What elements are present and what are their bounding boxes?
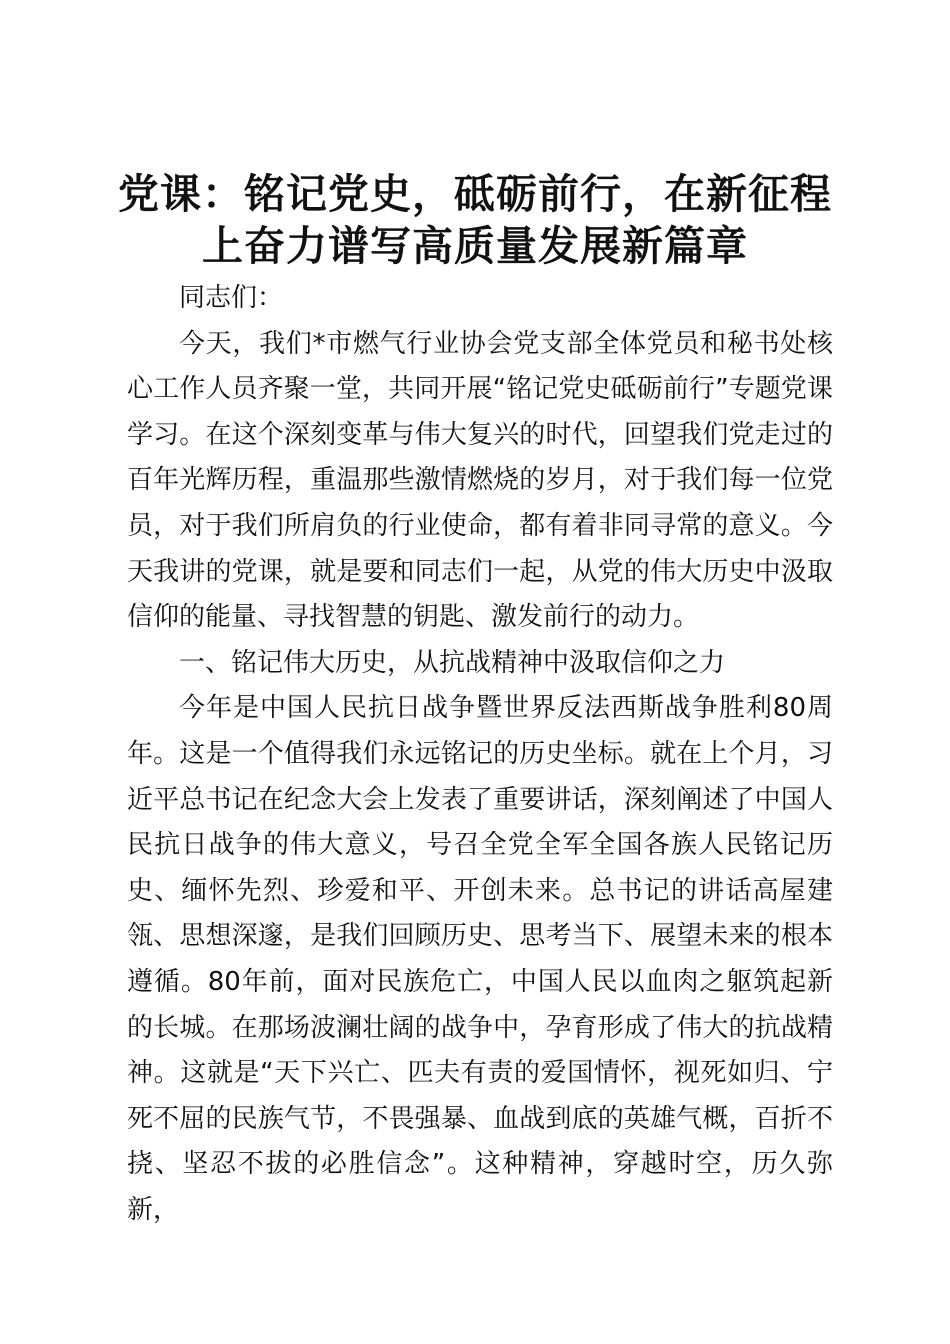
salutation: 同志们： xyxy=(179,283,284,313)
section-heading-1: 一、铭记伟大历史，从抗战精神中汲取信仰之力 xyxy=(179,647,726,678)
paragraph-intro: 今天，我们*市燃气行业协会党支部全体党员和秘书处核心工作人员齐聚一堂，共同开展“铭记党史砥砺前行”专题党课学习。在这个深刻变革与伟大复兴的时代，回望我们党走过的百年光辉历程，重温那些激情燃烧的岁月，对于我们每一位党员，对于我们所肩负的行业使命，都有着非同寻常的意义。今天我讲的党课，就是要和同志们一起，从党的伟大历史中汲取信仰的能量、寻找智慧的钥匙、激发前行的动力。 xyxy=(127,328,833,633)
title-line-2: 上奋力谱写高质量发展新篇章 xyxy=(202,222,748,270)
document-body xyxy=(127,276,833,1233)
title-line-1: 党课：铭记党史，砥砺前行，在新征程 xyxy=(118,170,832,218)
paragraph-section-1: 今年是中国人民抗日战争暨世界反法西斯战争胜利80周年。这是一个值得我们永远铭记的历史坐标。就在上个月，习近平总书记在纪念大会上发表了重要讲话，深刻阐述了中国人民抗日战争的伟大意义，号召全党全军全国各族人民铭记历史、缅怀先烈、珍爱和平、开创未来。总书记的讲话高屋建瓴、思想深邃，是我们回顾历史、思考当下、展望未来的根本遵循。80年前，面对民族危亡，中国人民以血肉之躯筑起新的长城。在那场波澜壮阔的战争中，孕育形成了伟大的抗战精神。这就是“天下兴亡、匹夫有责的爱国情怀，视死如归、宁死不屈的民族气节，不畏强暴、血战到底的英雄气概，百折不挠、坚忍不拔的必胜信念”。这种精神，穿越时空，历久弥新， xyxy=(127,693,833,1225)
document-title xyxy=(100,168,850,272)
